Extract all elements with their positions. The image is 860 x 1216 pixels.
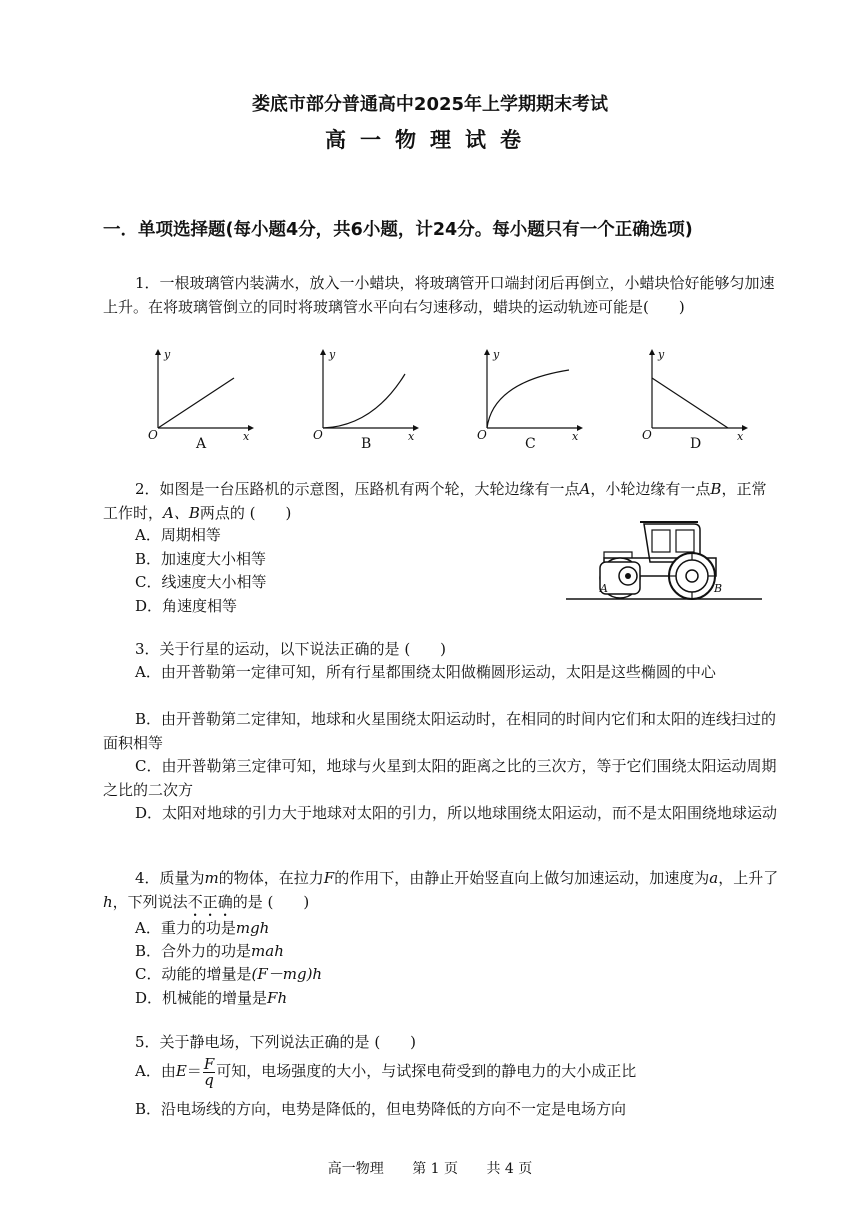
road-roller-figure [566, 512, 766, 604]
q4-var-m: m [204, 869, 219, 887]
graph-a [148, 350, 258, 450]
graph-c-svg [477, 350, 587, 450]
graph-b [313, 350, 423, 450]
q5-fraction-denominator: q [204, 1070, 214, 1089]
graph-d-label: D [690, 436, 702, 452]
q5-option-b: B．沿电场线的方向，电势是降低的，但电势降低的方向不一定是电场方向 [135, 1100, 627, 1118]
q5-option-rest: 可知，电场强度的大小，与试探电荷受到的静电力的大小成正比 [216, 1062, 637, 1080]
q5-fraction-numerator: F [203, 1054, 215, 1073]
footer-total: 共 4 页 [486, 1161, 533, 1177]
q4-option-prefix: D．机械能的增量是 [135, 989, 268, 1007]
exam-subtitle: 高一物理试卷 [325, 128, 535, 152]
q2-option-d: D．角速度相等 [135, 597, 238, 615]
q2-text-part: 2．如图是一台压路机的示意图，压路机有两个轮，大轮边缘有一点 [135, 480, 580, 498]
q2-text-part: ，正常工作时， [103, 480, 767, 522]
graph-b-y-label: y [329, 348, 336, 361]
q4-option-prefix: B．合外力的功是 [135, 942, 252, 960]
graph-d-y-label: y [658, 348, 665, 361]
q4-option-a [135, 917, 269, 941]
question-5-text: 5．关于静电场，下列说法正确的是 ( ) [135, 1033, 417, 1051]
question-3-text: 3．关于行星的运动，以下说法正确的是 ( ) [135, 640, 447, 658]
q5-equals: ＝ [186, 1062, 202, 1080]
q3-option-a: A．由开普勒第一定律可知，所有行星都围绕太阳做椭圆形运动，太阳是这些椭圆的中心 [135, 663, 716, 681]
footer-subject: 高一物理 [327, 1161, 384, 1177]
question-4-text [103, 867, 780, 920]
q4-var-f: F [323, 869, 335, 887]
footer-page: 第 1 页 [412, 1161, 458, 1177]
q4-text-part: 的物体，在拉力 [218, 869, 324, 887]
q4-option-b [135, 940, 284, 964]
q2-point-b: B [710, 480, 722, 498]
figure-point-b: B [714, 582, 723, 595]
graph-d-x-label: x [737, 430, 744, 443]
graph-a-label: A [196, 436, 207, 452]
q5-option-a [135, 1056, 636, 1088]
q4-text-part: ，下列说法 [112, 892, 188, 911]
graph-c [477, 350, 587, 450]
q4-text-part: 4．质量为 [135, 869, 205, 887]
q2-option-a: A．周期相等 [135, 526, 221, 544]
q4-emphasis: 不正确 [187, 892, 233, 911]
q4-text-part: 为 [694, 869, 710, 887]
q4-option-prefix: C．动能的增量是 [135, 965, 252, 983]
road-roller-icon [566, 512, 766, 604]
q4-text-part: ，上升了 [718, 869, 779, 887]
figure-point-a: A [600, 582, 608, 595]
q4-var-h: h [103, 892, 113, 911]
graph-a-y-label: y [164, 348, 171, 361]
exam-title: 娄底市部分普通高中2025年上学期期末考试 [251, 94, 609, 115]
graph-c-origin: O [477, 428, 487, 442]
q2-point-a: A [579, 480, 591, 498]
q2-text-part: ，小轮边缘有一点 [590, 480, 711, 498]
q4-var-a: a [709, 869, 719, 887]
graph-d [642, 350, 752, 450]
graph-a-svg [148, 350, 258, 450]
page-footer [0, 1158, 860, 1178]
q2-points-ab: A、B [163, 503, 200, 522]
q5-fraction [203, 1054, 215, 1089]
graph-c-label: C [525, 436, 536, 452]
graph-a-x-label: x [243, 430, 250, 443]
q3-option-b: B．由开普勒第二定律知，地球和火星围绕太阳运动时，在相同的时间内它们和太阳的连线扫过的面积相等 [103, 710, 777, 752]
q4-option-d [135, 987, 287, 1011]
q4-option-c [135, 963, 322, 987]
graph-d-origin: O [642, 428, 652, 442]
q4-text-part: 的作用下，由静止开始竖直向上做匀加速运动，加速度 [334, 869, 695, 887]
section-heading: 一．单项选择题(每小题4分，共6小题，计24分。每小题只有一个正确选项) [103, 220, 693, 240]
q2-option-c: C．线速度大小相等 [135, 573, 267, 591]
q4-option-expr: mgh [235, 919, 270, 937]
graph-a-origin: O [148, 428, 158, 442]
graph-c-x-label: x [572, 430, 579, 443]
q5-var-e: E [175, 1062, 187, 1080]
graph-b-svg [313, 350, 423, 450]
q4-option-expr: (F－mg)h [251, 965, 323, 983]
q4-option-expr: mah [251, 942, 284, 960]
graph-c-y-label: y [493, 348, 500, 361]
q3-option-d: D．太阳对地球的引力大于地球对太阳的引力，所以地球围绕太阳运动，而不是太阳围绕地球运动 [135, 804, 778, 822]
q4-text-part: 的是 ( ) [232, 892, 310, 911]
graph-b-label: B [361, 436, 372, 452]
graph-b-x-label: x [408, 430, 415, 443]
q4-option-expr: Fh [267, 989, 288, 1007]
q2-text-part: 两点的 ( ) [199, 503, 292, 522]
question-1-text: 1．一根玻璃管内装满水，放入一小蜡块，将玻璃管开口端封闭后再倒立，小蜡块恰好能够匀加速上升。在将玻璃管倒立的同时将玻璃管水平向右匀速移动，蜡块的运动轨迹可能是( ) [103, 274, 775, 316]
graph-d-svg [642, 350, 752, 450]
q3-option-c: C．由开普勒第三定律可知，地球与火星到太阳的距离之比的三次方，等于它们围绕太阳运动周期之比的二次方 [103, 757, 777, 799]
q4-option-prefix: A．重力的功是 [135, 919, 236, 937]
graph-b-origin: O [313, 428, 323, 442]
q5-option-prefix: A．由 [135, 1062, 176, 1080]
q2-option-b: B．加速度大小相等 [135, 550, 267, 568]
